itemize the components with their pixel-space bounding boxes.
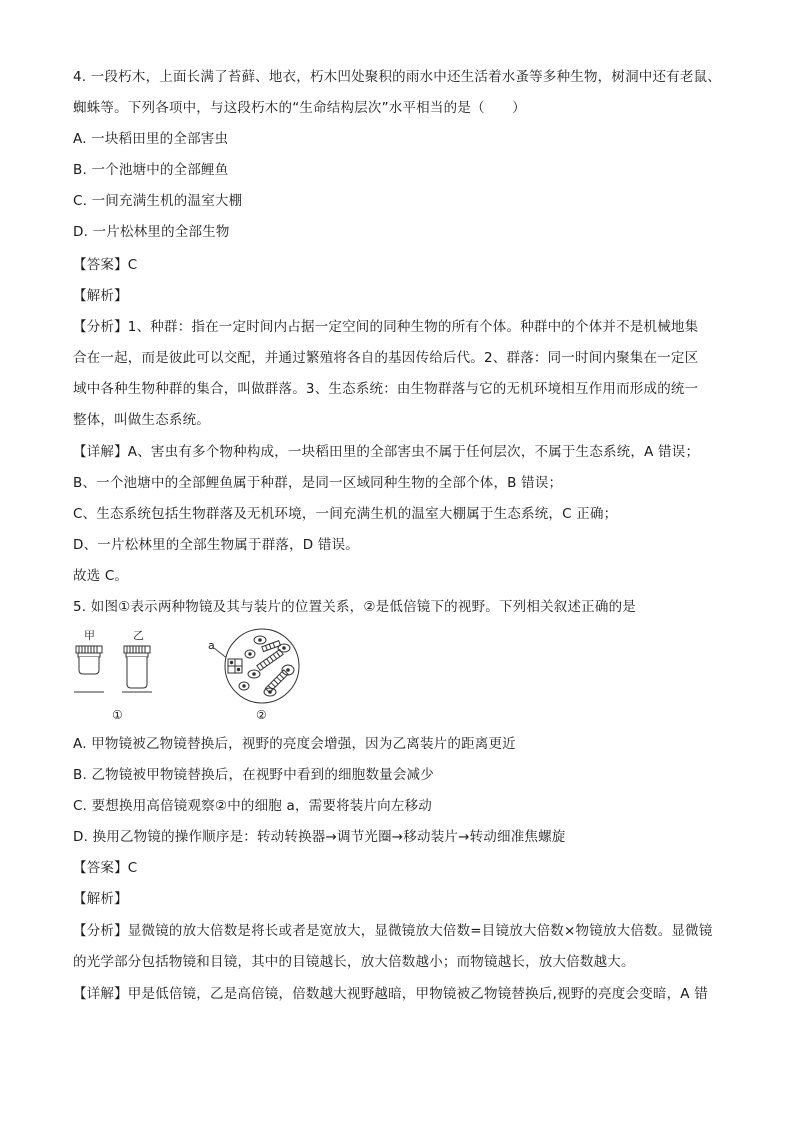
q4-option-c: C. 一间充满生机的温室大棚: [73, 193, 243, 209]
figure-label-jia: 甲: [84, 629, 95, 642]
figure-label-yi: 乙: [133, 629, 144, 642]
q4-option-b: B. 一个池塘中的全部鲤鱼: [73, 162, 229, 178]
q4-detail-line-2: B、一个池塘中的全部鲤鱼属于种群，是同一区域同种生物的全部个体，B 错误；: [73, 475, 563, 491]
q5-detail-line-1: 【详解】甲是低倍镜，乙是高倍镜，倍数越大视野越暗，甲物镜被乙物镜替换后,视野的亮度会变暗，A 错: [73, 986, 708, 1002]
q4-analysis-title: 【解析】: [73, 288, 128, 304]
q4-detail-line-4: D、一片松林里的全部生物属于群落，D 错误。: [73, 537, 359, 553]
q5-option-d: D. 换用乙物镜的操作顺序是：转动转换器→调节光圈→移动装片→转动细准焦螺旋: [73, 829, 566, 845]
q5-option-c: C. 要想换用高倍镜观察②中的细胞 a，需要将装片向左移动: [73, 798, 432, 814]
q4-analysis-line-2: 合在一起，而是彼此可以交配，并通过繁殖将各自的基因传给后代。2、群落：同一时间内聚集在一定区: [73, 350, 699, 366]
q4-stem-line-1: 4. 一段朽木，上面长满了苔藓、地衣，朽木凹处聚积的雨水中还生活着水蚤等多种生物，树洞中还有老鼠、: [73, 69, 721, 85]
q4-analysis-line-1: 【分析】1、种群：指在一定时间内占据一定空间的同种生物的所有个体。种群中的个体并不是机械地集: [73, 319, 699, 335]
figure-label-a: a: [208, 639, 215, 652]
figure-caption-1: ①: [112, 708, 123, 722]
objective-lens-yi: [122, 646, 152, 692]
q4-conclusion: 故选 C。: [73, 568, 129, 584]
q5-figure: [70, 626, 330, 724]
q5-analysis-line-1: 【分析】显微镜的放大倍数是将长或者是宽放大，显微镜放大倍数=目镜放大倍数×物镜放大倍数。显微镜: [73, 923, 713, 939]
q4-option-a: A. 一块稻田里的全部害虫: [73, 131, 229, 147]
q5-analysis-title: 【解析】: [73, 891, 128, 907]
q4-option-d: D. 一片松林里的全部生物: [73, 224, 230, 240]
q5-answer: 【答案】C: [73, 860, 138, 876]
microscope-field-of-view: [225, 629, 299, 703]
q4-detail-line-3: C、生态系统包括生物群落及无机环境，一间充满生机的温室大棚属于生态系统，C 正确；: [73, 506, 618, 522]
q4-stem-line-2: 蜘蛛等。下列各项中，与这段朽木的“生命结构层次”水平相当的是（ ）: [73, 100, 526, 116]
q5-stem: 5. 如图①表示两种物镜及其与装片的位置关系，②是低倍镜下的视野。下列相关叙述正确的是: [73, 599, 636, 615]
figure-caption-2: ②: [256, 708, 267, 722]
q4-detail-line-1: 【详解】A、害虫有多个物种构成，一块稻田里的全部害虫不属于任何层次，不属于生态系统，A 错误；: [73, 444, 700, 460]
q5-option-a: A. 甲物镜被乙物镜替换后，视野的亮度会增强，因为乙离装片的距离更近: [73, 736, 516, 752]
objective-lens-jia: [74, 646, 104, 692]
q4-analysis-line-4: 整体，叫做生态系统。: [73, 412, 210, 428]
q5-option-b: B. 乙物镜被甲物镜替换后，在视野中看到的细胞数量会减少: [73, 767, 434, 783]
q4-analysis-line-3: 域中各种生物种群的集合，叫做群落。3、生态系统：由生物群落与它的无机环境相互作用而形成的统一: [73, 381, 699, 397]
q4-answer: 【答案】C: [73, 257, 138, 273]
q5-analysis-line-2: 的光学部分包括物镜和目镜，其中的目镜越长，放大倍数越小；而物镜越长，放大倍数越大。: [73, 954, 635, 970]
